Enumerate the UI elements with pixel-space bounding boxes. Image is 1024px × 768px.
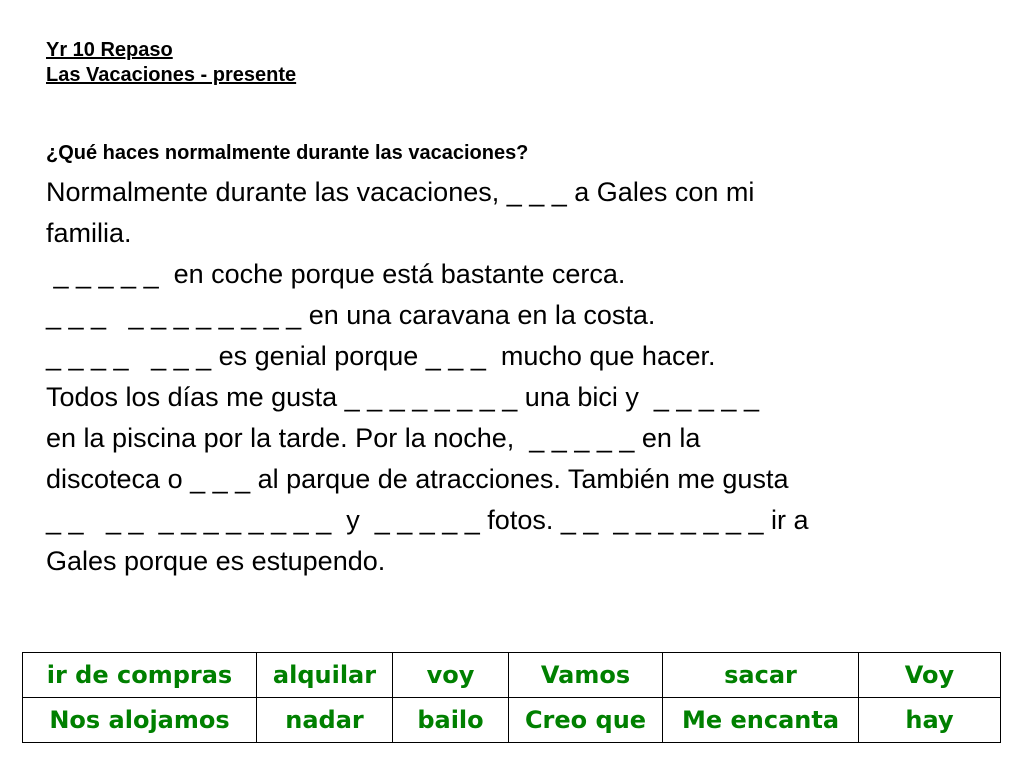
- worksheet-subtitle: Las Vacaciones - presente: [46, 64, 297, 86]
- word-bank-cell: Vamos: [509, 653, 663, 698]
- passage-line: Todos los días me gusta _ _ _ _ _ _ _ _ una bici y _ _ _ _ _: [46, 382, 759, 412]
- word-bank-cell: ir de compras: [23, 653, 257, 698]
- passage-line: _ _ _ _ _ en coche porque está bastante cerca.: [46, 259, 626, 289]
- word-bank-cell: alquilar: [257, 653, 393, 698]
- passage-line: Gales porque es estupendo.: [46, 546, 386, 576]
- worksheet-title: Yr 10 Repaso: [46, 39, 173, 61]
- passage-line: _ _ _ _ _ _ _ _ _ _ _ _ y _ _ _ _ _ fotos. _ _ _ _ _ _ _ _ _ ir a: [46, 505, 809, 535]
- passage-line: _ _ _ _ _ _ _ _ _ _ _ en una caravana en la costa.: [46, 300, 656, 330]
- word-bank-cell: Creo que: [509, 698, 663, 743]
- worksheet-header: [46, 38, 296, 88]
- passage-line: Normalmente durante las vacaciones, _ _ _ a Gales con mi: [46, 177, 755, 207]
- passage-line: discoteca o _ _ _ al parque de atracciones. También me gusta: [46, 464, 789, 494]
- gap-fill-passage: [46, 172, 1006, 582]
- word-bank-cell: hay: [859, 698, 1001, 743]
- word-bank-table: [22, 652, 1001, 743]
- passage-line: _ _ _ _ _ _ _ es genial porque _ _ _ mucho que hacer.: [46, 341, 716, 371]
- word-bank-cell: nadar: [257, 698, 393, 743]
- word-bank-cell: bailo: [393, 698, 509, 743]
- word-bank-cell: Nos alojamos: [23, 698, 257, 743]
- word-bank-cell: sacar: [663, 653, 859, 698]
- passage-line: en la piscina por la tarde. Por la noche, _ _ _ _ _ en la: [46, 423, 701, 453]
- word-bank-cell: Me encanta: [663, 698, 859, 743]
- word-bank-cell: voy: [393, 653, 509, 698]
- question-heading: ¿Qué haces normalmente durante las vacaciones?: [46, 142, 529, 164]
- passage-line: familia.: [46, 218, 132, 248]
- word-bank-row: [23, 653, 1001, 698]
- word-bank-cell: Voy: [859, 653, 1001, 698]
- word-bank-row: [23, 698, 1001, 743]
